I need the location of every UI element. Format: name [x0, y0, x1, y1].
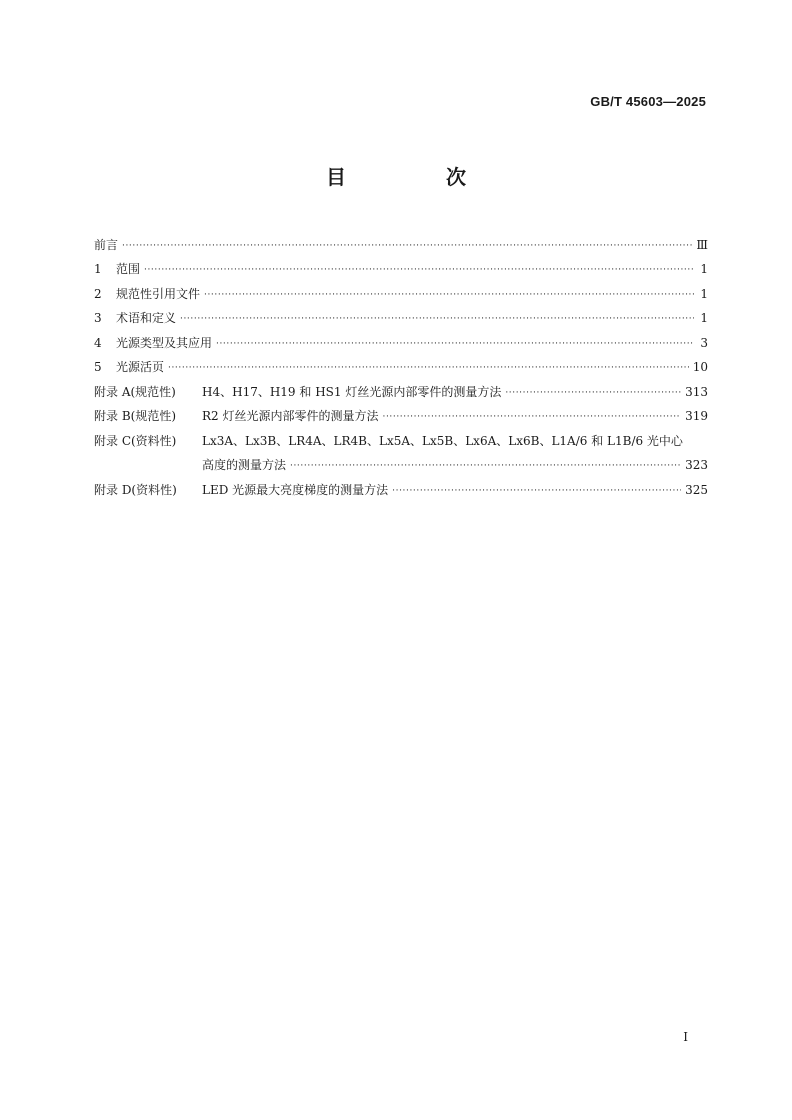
- table-of-contents: [94, 228, 708, 498]
- toc-entry-annex-a[interactable]: [94, 375, 708, 400]
- toc-entry-number: 5: [94, 360, 102, 374]
- toc-entry-label: H4、H17、H19 和 HS1 灯丝光源内部零件的测量方法: [202, 384, 502, 399]
- toc-entry-light-source-types[interactable]: [94, 326, 708, 351]
- dot-leader: [216, 337, 694, 351]
- toc-entry-page: 323: [685, 458, 708, 472]
- page-title: 目 次: [326, 165, 506, 189]
- dot-leader: [168, 361, 689, 375]
- toc-entry-terms-definitions[interactable]: [94, 302, 708, 327]
- toc-entry-label: 光源活页: [116, 360, 165, 374]
- toc-entry-number: 1: [94, 262, 102, 276]
- dot-leader: [144, 263, 694, 277]
- toc-entry-number: 2: [94, 286, 102, 301]
- toc-entry-label: 术语和定义: [116, 311, 177, 325]
- toc-entry-page: Ⅲ: [696, 237, 708, 252]
- toc-entry-number: 4: [94, 335, 102, 350]
- toc-entry-number: 3: [94, 311, 102, 325]
- toc-entry-label: 规范性引用文件: [116, 286, 201, 301]
- toc-entry-label: 前言: [94, 237, 119, 252]
- toc-entry-page: 1: [700, 311, 708, 325]
- dot-leader: [204, 288, 694, 302]
- toc-entry-annex-c-continuation[interactable]: [94, 449, 708, 474]
- dot-leader: [505, 386, 681, 400]
- toc-entry-page: 1: [700, 262, 708, 276]
- toc-entry-label: Lx3A、Lx3B、LR4A、LR4B、Lx5A、Lx5B、Lx6A、Lx6B、L1A/6 和 L1B/6 光中心: [202, 433, 683, 448]
- toc-entry-page: 10: [692, 360, 708, 374]
- toc-entry-label-continuation: 高度的测量方法: [202, 458, 287, 472]
- annex-prefix: 附录 C(资料性): [94, 433, 177, 448]
- toc-entry-page: 325: [685, 482, 708, 497]
- toc-entry-annex-d[interactable]: [94, 473, 708, 498]
- annex-prefix: 附录 D(资料性): [94, 482, 177, 497]
- dot-leader: [290, 459, 681, 473]
- toc-entry-annex-c[interactable]: [94, 424, 708, 449]
- toc-entry-page: 313: [685, 384, 708, 399]
- toc-entry-page: 1: [700, 286, 708, 301]
- toc-entry-foreword[interactable]: [94, 228, 708, 253]
- toc-entry-light-source-sheets[interactable]: [94, 351, 708, 376]
- standard-code: GB/T 45603—2025: [590, 94, 706, 109]
- dot-leader: [122, 239, 692, 253]
- dot-leader: [392, 484, 681, 498]
- annex-prefix: 附录 B(规范性): [94, 409, 176, 423]
- toc-entry-normative-references[interactable]: [94, 277, 708, 302]
- toc-entry-label: 光源类型及其应用: [116, 335, 213, 350]
- toc-entry-page: 3: [700, 335, 708, 350]
- dot-leader: [180, 312, 694, 326]
- page-number: I: [683, 1030, 688, 1044]
- toc-entry-label: 范围: [116, 262, 141, 276]
- annex-prefix: 附录 A(规范性): [94, 384, 176, 399]
- toc-entry-scope[interactable]: [94, 253, 708, 278]
- toc-entry-label: R2 灯丝光源内部零件的测量方法: [202, 409, 379, 423]
- toc-entry-annex-b[interactable]: [94, 400, 708, 425]
- toc-entry-page: 319: [685, 409, 708, 423]
- dot-leader: [383, 410, 682, 424]
- toc-entry-label: LED 光源最大亮度梯度的测量方法: [202, 482, 389, 497]
